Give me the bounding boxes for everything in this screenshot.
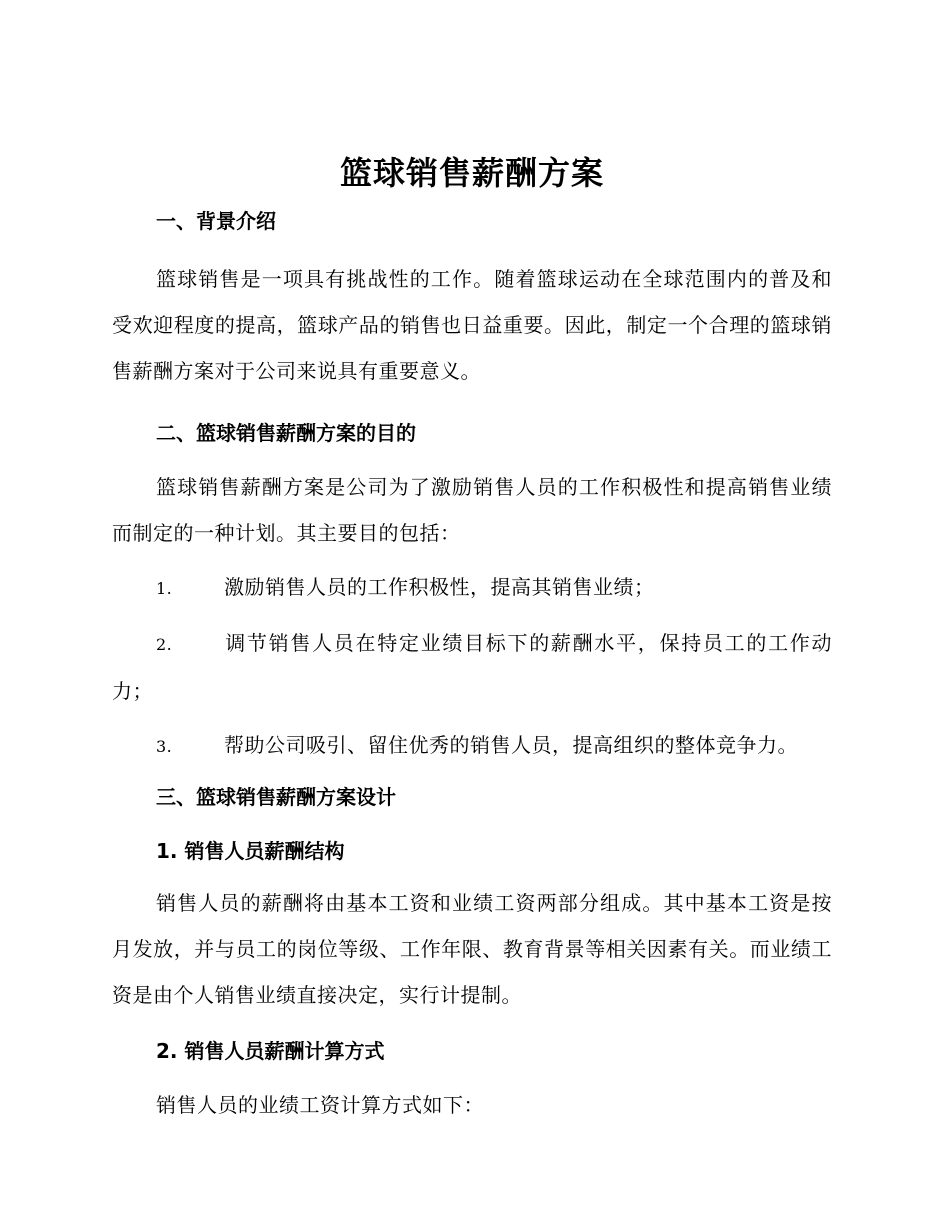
list-item-number: 2. (156, 635, 173, 654)
paragraph-purpose: 篮球销售薪酬方案是公司为了激励销售人员的工作积极性和提高销售业绩而制定的一种计划。其主要目的包括： (112, 475, 832, 545)
subsection-heading-calculation: 2. 销售人员薪酬计算方式 (156, 1039, 385, 1063)
list-item-text: 调节销售人员在特定业绩目标下的薪酬水平，保持员工的工作动力； (112, 631, 832, 703)
section-heading-purpose: 二、篮球销售薪酬方案的目的 (156, 421, 416, 445)
list-item-number: 1. (156, 579, 173, 598)
paragraph-background: 篮球销售是一项具有挑战性的工作。随着篮球运动在全球范围内的普及和受欢迎程度的提高，篮球产品的销售也日益重要。因此，制定一个合理的篮球销售薪酬方案对于公司来说具有重要意义。 (112, 267, 832, 383)
section-heading-background: 一、背景介绍 (156, 209, 276, 233)
section-heading-design: 三、篮球销售薪酬方案设计 (156, 785, 396, 809)
paragraph-structure: 销售人员的薪酬将由基本工资和业绩工资两部分组成。其中基本工资是按月发放，并与员工的岗位等级、工作年限、教育背景等相关因素有关。而业绩工资是由个人销售业绩直接决定，实行计提制。 (112, 891, 832, 1007)
list-item (112, 564, 832, 612)
paragraph-calculation: 销售人员的业绩工资计算方式如下： (156, 1093, 484, 1117)
document-title: 篮球销售薪酬方案 (339, 154, 604, 192)
list-item-text: 帮助公司吸引、留住优秀的销售人员，提高组织的整体竞争力。 (224, 733, 798, 757)
subsection-heading-structure: 1. 销售人员薪酬结构 (156, 839, 345, 863)
list-item (112, 620, 832, 714)
list-item-number: 3. (156, 737, 173, 756)
list-item-text: 激励销售人员的工作积极性，提高其销售业绩； (224, 575, 655, 599)
list-item (112, 722, 832, 770)
